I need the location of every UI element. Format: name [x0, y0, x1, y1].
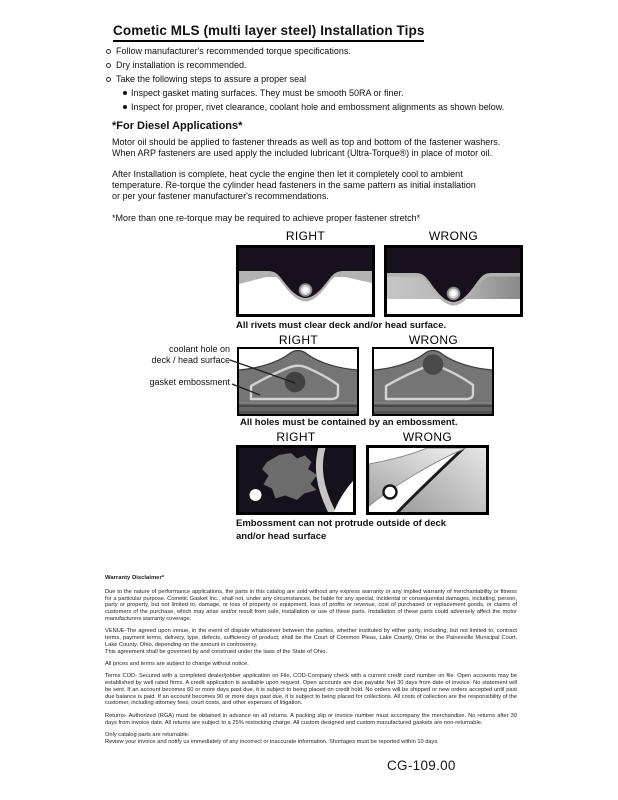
installation-tips-list [106, 44, 504, 114]
legal-paragraph: Returns- Authorized (RGA) must be obtained in advance on all returns. A packing slip or invoice number must accompany the merchandise. No returns after 30 days from invoice date. All returns are subject to a 25% restocking charge. All custom designed and custom manufactured gaskets are non-returnable. [105, 712, 517, 726]
diesel-applications-heading: *For Diesel Applications* [112, 120, 243, 132]
legal-section [105, 575, 517, 751]
row2-caption: All holes must be contained by an embossment. [240, 417, 458, 428]
wrong-label: WRONG [408, 333, 459, 347]
list-item-text: Dry installation is recommended. [116, 60, 247, 70]
open-bullet-icon [106, 77, 111, 82]
gasket-embossment-annotation: gasket embossment [149, 377, 230, 387]
right-label: RIGHT [276, 430, 316, 444]
row1-caption: All rivets must clear deck and/or head surface. [236, 320, 447, 331]
row3-caption: Embossment can not protrude outside of deck and/or head surface [236, 518, 447, 542]
right-label: RIGHT [285, 229, 326, 243]
filled-bullet-icon [123, 91, 127, 95]
diesel-paragraph: Motor oil should be applied to fastener threads as well as top and bottom of the fastener washers. When ARP fasteners are used apply the included lubricant (Ultra-Torque®) in place of motor oil. [112, 137, 501, 159]
legal-paragraph: Due to the nature of performance applications, the parts in this catalog are sold without any express warranty or any implied warranty of merchantability or fitness for a particular purpose. Cometic Gasket Inc., shall not, under any circumstances, be liable for any special, incidental or consequential damages, including, person, party or property, but not limited to, damage, or loss of property or equipment, loss of profits or revenue, cost of purchased or replacement goods, or claims of customers of the purchase, which may arise and/or result from sale, installation or use of these parts. Installation of these parts could adversely affect the motor manufacturers warranty coverage. [105, 588, 517, 622]
document-number: CG-109.00 [387, 758, 456, 773]
legal-paragraph: Terms COD- Secured with a completed dealer/jobber application on File, COD-Company check with a current credit card number on file. Open accounts may be established by well rated firms. A credit application is available upon request. Open accounts are due payable Net 30 days from date of invoice. No statement will be sent. If an account becomes 60 or more days past due, it is subject to being placed on credit hold. No orders will be shipped or new orders accepted until past due balance is paid. If an account becomes 90 or more days past due, it is subject to being placed for collections. All costs of collection are the responsibility of the customer, including attorney fees, court costs, and other expenses of litigation. [105, 673, 517, 707]
list-item-text: Follow manufacturer's recommended torque specifications. [116, 46, 351, 56]
open-bullet-icon [106, 49, 111, 54]
coolant-hole-annotation: coolant hole on deck / head surface [151, 344, 230, 365]
embossment-wrong-illustration [366, 445, 489, 515]
diesel-paragraph: After Installation is complete, heat cycle the engine then let it completely cool to ambient temperature. Re-torque the cylinder head fasteners in the same pattern as initial installation or per your fastener manufacturer's recommendations. [112, 169, 476, 202]
legal-paragraph: Only catalog parts are returnable. Review your invoice and notify us immediately of any incorrect or inaccurate information. Shortages must be reported within 10 days. [105, 731, 439, 745]
warranty-disclaimer-heading: Warranty Disclaimer* [105, 575, 165, 581]
embossment-right-illustration [236, 445, 356, 515]
list-item [106, 72, 504, 86]
list-item [123, 100, 504, 114]
right-label: RIGHT [278, 333, 319, 347]
annotation-leader-lines [200, 352, 305, 402]
coolant-hole-wrong-illustration [372, 347, 494, 416]
wrong-label: WRONG [428, 229, 479, 243]
filled-bullet-icon [123, 105, 127, 109]
legal-paragraph: VENUE-The agreed upon venue, in the event of dispute whatsoever between the parties, whether instituted by either party, including, but not limited to, contract terms, payment terms, delivery, type, defects, sufficiency of product, shall be the Court of Common Pleas, Lake County, Ohio or the Painesville Municipal Court, Lake County, Ohio, depending on the amount in controversy. This agreement shall be governed by and construed under the laws of the State of Ohio. [105, 628, 517, 655]
list-item-text: Take the following steps to assure a proper seal [116, 74, 307, 84]
diesel-note: *More than one re-torque may be required to achieve proper fastener stretch* [112, 213, 421, 223]
list-item-text: Inspect for proper, rivet clearance, coolant hole and embossment alignments as shown below. [131, 102, 505, 112]
open-bullet-icon [106, 63, 111, 68]
legal-paragraph: All prices and terms are subject to change without notice. [105, 660, 249, 667]
list-item-text: Inspect gasket mating surfaces. They must be smooth 50RA or finer. [131, 88, 404, 98]
list-item [123, 86, 504, 100]
page-title: Cometic MLS (multi layer steel) Installation Tips [113, 23, 424, 42]
wrong-label: WRONG [402, 430, 453, 444]
list-item [106, 44, 504, 58]
rivet-wrong-illustration [384, 245, 523, 317]
list-item [106, 58, 504, 72]
rivet-right-illustration [236, 245, 375, 317]
